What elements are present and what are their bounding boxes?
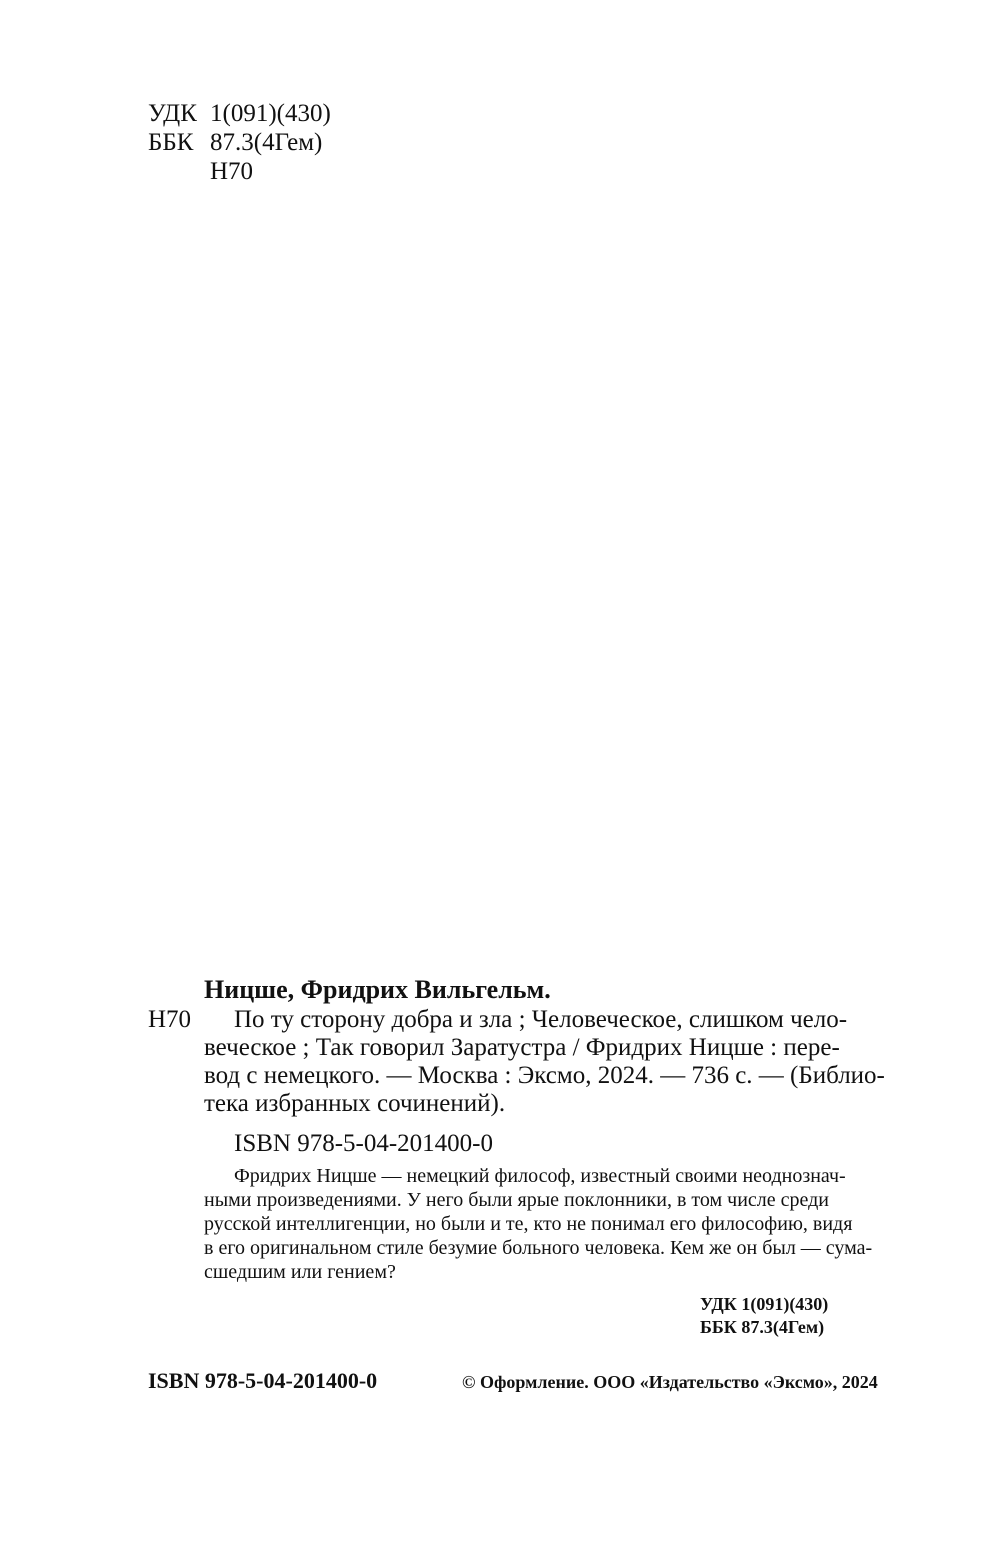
top-classification-block: [148, 99, 331, 186]
description-line: вод с немецкого. — Москва : Эксмо, 2024. — 736 с. — (Библио-: [204, 1062, 885, 1089]
annotation-line: русской интеллигенции, но были и те, кто не понимал его философию, видя: [204, 1213, 853, 1235]
author-mark: Н70: [148, 1006, 192, 1033]
record-isbn: ISBN 978-5-04-201400-0: [234, 1130, 494, 1157]
footer-isbn: ISBN 978-5-04-201400-0: [148, 1368, 378, 1393]
udk-value: 1(091)(430): [210, 100, 331, 127]
description-line: тека избранных сочинений).: [204, 1090, 506, 1117]
annotation-line: Фридрих Ницше — немецкий философ, известный своими неоднознач-: [234, 1165, 846, 1187]
udk-bottom: УДК 1(091)(430): [700, 1294, 829, 1314]
description-line: По ту сторону добра и зла ; Человеческое, слишком чело-: [234, 1006, 848, 1033]
annotation: [204, 1164, 898, 1284]
bbk-bottom: ББК 87.3(4Гем): [700, 1317, 825, 1337]
bottom-classification-block: [700, 1293, 892, 1339]
description-line: веческое ; Так говорил Заратустра / Фридрих Ницше : пере-: [204, 1034, 840, 1061]
annotation-line: в его оригинальном стиле безумие больного человека. Кем же он был — сума-: [204, 1237, 873, 1259]
author-heading: Ницше, Фридрих Вильгельм.: [204, 975, 551, 1004]
bbk-value: 87.3(4Гем): [210, 129, 323, 156]
udk-row: [148, 99, 331, 128]
author-mark-top: Н70: [210, 158, 254, 185]
annotation-line: ными произведениями. У него были ярые поклонники, в том числе среди: [204, 1189, 830, 1211]
copyright-notice: © Оформление. ООО «Издательство «Эксмо», 2024: [462, 1372, 878, 1392]
author-mark-row: [148, 157, 331, 186]
udk-label: УДК: [148, 100, 197, 127]
bbk-row: [148, 128, 331, 157]
bibliographic-description: [204, 1006, 898, 1118]
annotation-line: сшедшим или гением?: [204, 1261, 396, 1283]
bbk-label: ББК: [148, 129, 194, 156]
